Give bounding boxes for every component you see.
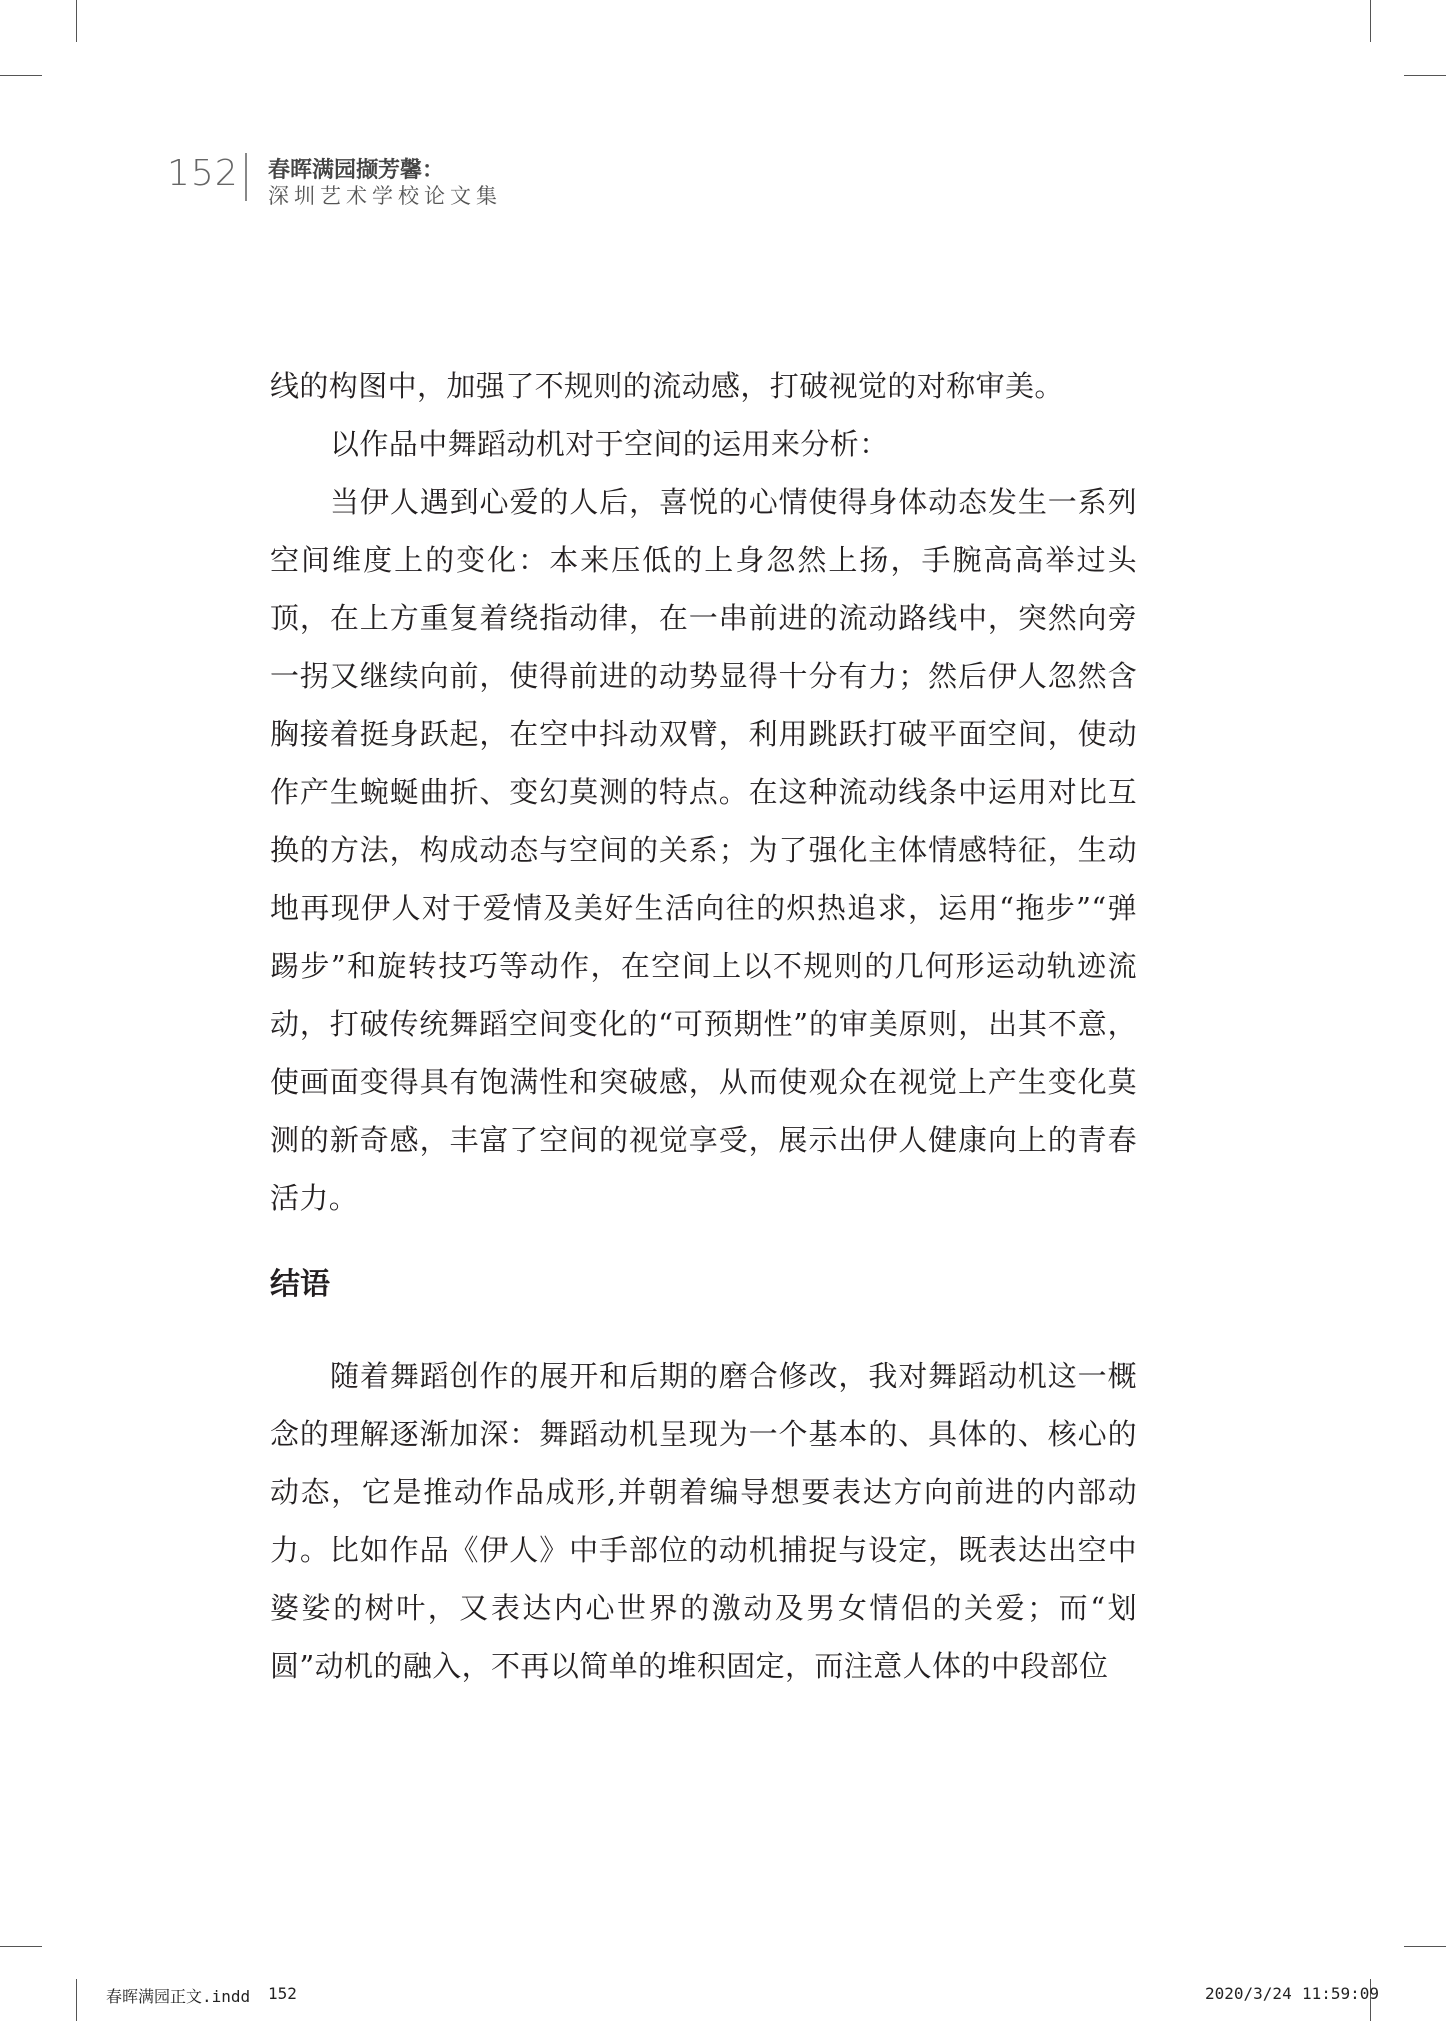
paragraph-conclusion: 随着舞蹈创作的展开和后期的磨合修改，我对舞蹈动机这一概念的理解逐渐加深：舞蹈动机呈现为一个基本的、具体的、核心的动态，它是推动作品成形,并朝着编导想要表达方向前进的内部动力。比如作品《伊人》中手部位的动机捕捉与设定，既表达出空中婆娑的树叶，又表达内心世界的激动及男女情侣的关爱；而“划圆”动机的融入，不再以简单的堆积固定，而注意人体的中段部位 <box>270 1359 1137 1683</box>
crop-mark-bottom-right-horizontal <box>1404 1946 1446 1947</box>
paragraph-analysis: 当伊人遇到心爱的人后，喜悦的心情使得身体动态发生一系列空间维度上的变化：本来压低的上身忽然上扬，手腕高高举过头顶，在上方重复着绕指动律，在一串前进的流动路线中，突然向旁一拐又继续向前，使得前进的动势显得十分有力；然后伊人忽然含胸接着挺身跃起，在空中抖动双臂，利用跳跃打破平面空间，使动作产生蜿蜒曲折、变幻莫测的特点。在这种流动线条中运用对比互换的方法，构成动态与空间的关系；为了强化主体情感特征，生动地再现伊人对于爱情及美好生活向往的炽热追求，运用“拖步”“弹踢步”和旋转技巧等动作，在空间上以不规则的几何形运动轨迹流动，打破传统舞蹈空间变化的“可预期性”的审美原则，出其不意，使画面变得具有饱满性和突破感，从而使观众在视觉上产生变化莫测的新奇感，丰富了空间的视觉享受，展示出伊人健康向上的青春活力。 <box>270 485 1137 1215</box>
crop-mark-top-right-vertical <box>1370 0 1371 42</box>
slug-page: 152 <box>268 1984 297 2003</box>
crop-mark-top-left-vertical <box>76 0 77 42</box>
slug-time: 11:59:09 <box>1302 1984 1380 2003</box>
section-heading-conclusion: 结语 <box>270 1267 330 1302</box>
paragraph-continuation: 线的构图中，加强了不规则的流动感，打破视觉的对称审美。 <box>270 369 1064 403</box>
page-number: 152 <box>167 153 239 194</box>
crop-mark-bottom-left-vertical <box>76 1979 77 2021</box>
slug-date: 2020/3/24 <box>1205 1984 1292 2003</box>
book-title: 春晖满园撷芳馨： <box>268 158 445 183</box>
book-subtitle: 深圳艺术学校论文集 <box>268 184 502 208</box>
article-body <box>270 357 1137 1695</box>
crop-mark-top-left-horizontal <box>0 75 42 76</box>
paragraph-intro: 以作品中舞蹈动机对于空间的运用来分析： <box>330 427 889 461</box>
crop-mark-top-right-horizontal <box>1404 75 1446 76</box>
running-head-divider <box>245 153 247 201</box>
crop-mark-bottom-left-horizontal <box>0 1946 42 1947</box>
slug-filename: 春晖满园正文.indd <box>106 1987 251 2006</box>
